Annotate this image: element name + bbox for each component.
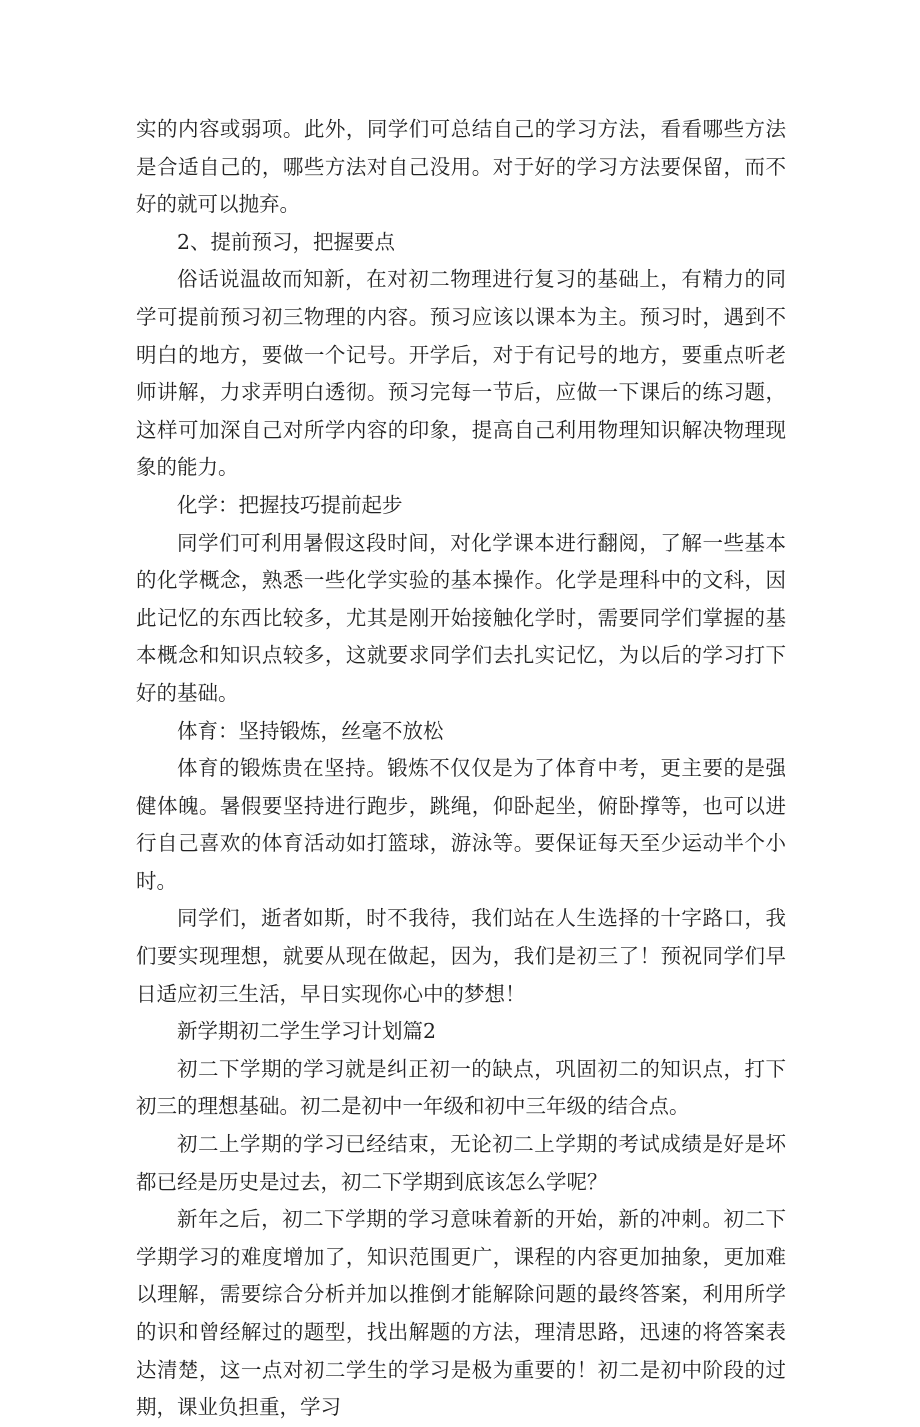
paragraph-chemistry: 同学们可利用暑假这段时间，对化学课本进行翻阅，了解一些基本的化学概念，熟悉一些化学实验的基本操作。化学是理科中的文科，因此记忆的东西比较多，尤其是刚开始接触化学时，需要同学们掌握的基本概念和知识点较多，这就要求同学们去扎实记忆，为以后的学习打下好的基础。 bbox=[136, 530, 786, 705]
document-body bbox=[136, 111, 786, 1427]
paragraph-closing: 同学们，逝者如斯，时不我待，我们站在人生选择的十字路口，我们要实现理想，就要从现在做起，因为，我们是初三了！预祝同学们早日适应初三生活，早日实现你心中的梦想！ bbox=[136, 906, 786, 1006]
paragraph-part2-question: 初二上学期的学习已经结束，无论初二上学期的考试成绩是好是坏都已经是历史是过去，初二下学期到底该怎么学呢？ bbox=[136, 1132, 786, 1194]
section-heading-chemistry: 化学：把握技巧提前起步 bbox=[177, 492, 403, 517]
section-heading-sports: 体育：坚持锻炼，丝毫不放松 bbox=[177, 718, 444, 743]
section-heading-preview: 2、提前预习，把握要点 bbox=[177, 229, 396, 254]
paragraph-part2-newyear: 新年之后，初二下学期的学习意味着新的开始，新的冲刺。初二下学期学习的难度增加了，知识范围更广，课程的内容更加抽象，更加难以理解，需要综合分析并加以推倒才能解除问题的最终答案，利用所学的识和曾经解过的题型，找出解题的方法，理清思路，迅速的将答案表达清楚，这一点对初二学生的学习是极为重要的！初二是初中阶段的过期，课业负担重，学习 bbox=[136, 1207, 786, 1420]
paragraph-continuation: 实的内容或弱项。此外，同学们可总结自己的学习方法，看看哪些方法是合适自己的，哪些方法对自己没用。对于好的学习方法要保留，而不好的就可以抛弃。 bbox=[136, 117, 786, 217]
paragraph-preview: 俗话说温故而知新，在对初二物理进行复习的基础上，有精力的同学可提前预习初三物理的内容。预习应该以课本为主。预习时，遇到不明白的地方，要做一个记号。开学后，对于有记号的地方，要重点听老师讲解，力求弄明白透彻。预习完每一节后，应做一下课后的练习题，这样可加深自己对所学内容的印象，提高自己利用物理知识解决物理现象的能力。 bbox=[136, 267, 786, 480]
article-title-part2: 新学期初二学生学习计划篇2 bbox=[177, 1019, 437, 1044]
paragraph-sports: 体育的锻炼贵在坚持。锻炼不仅仅是为了体育中考，更主要的是强健体魄。暑假要坚持进行跑步，跳绳，仰卧起坐，俯卧撑等，也可以进行自己喜欢的体育活动如打篮球，游泳等。要保证每天至少运动半个小时。 bbox=[136, 756, 786, 893]
paragraph-part2-intro: 初二下学期的学习就是纠正初一的缺点，巩固初二的知识点，打下初三的理想基础。初二是初中一年级和初中三年级的结合点。 bbox=[136, 1056, 786, 1119]
